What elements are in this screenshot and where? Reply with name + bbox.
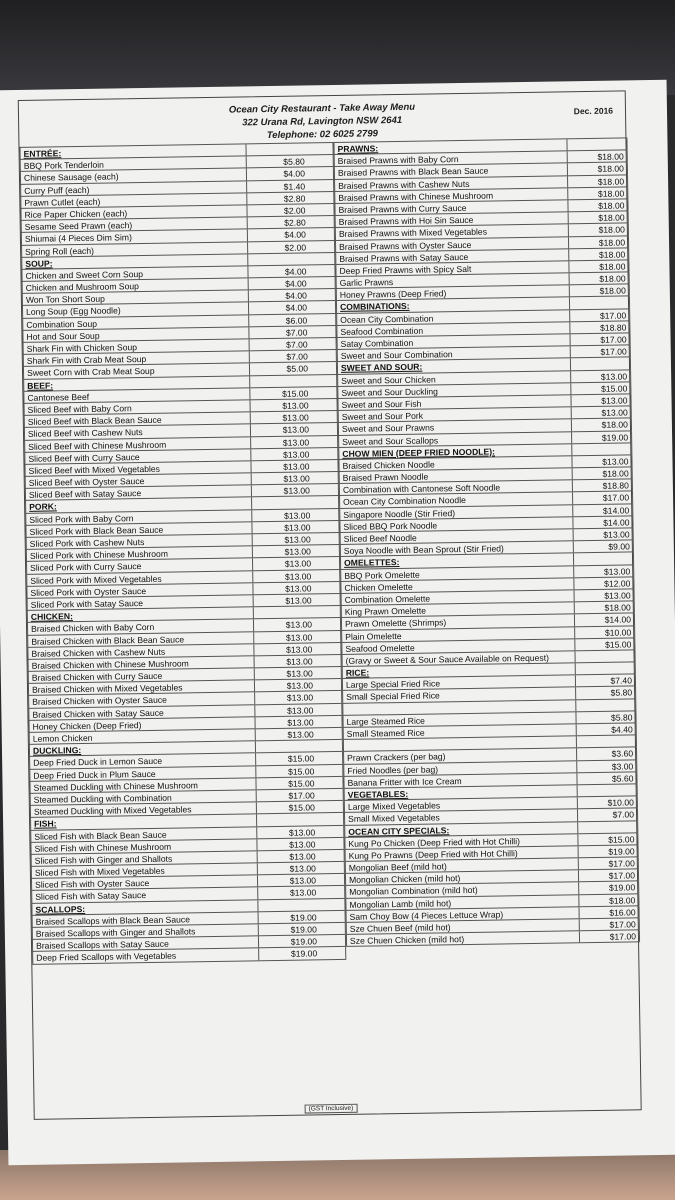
menu-item-price: $14.00 xyxy=(575,614,635,626)
menu-item-price: $13.00 xyxy=(253,533,340,546)
menu-item-name: King Prawn Omelette xyxy=(342,602,575,617)
menu-item-price: $15.00 xyxy=(575,638,635,650)
menu-item-name: Soya Noodle with Bean Sprout (Stir Fried) xyxy=(341,541,574,556)
menu-item-price: $13.00 xyxy=(258,886,345,899)
section-title: ENTRÉE: xyxy=(21,144,247,159)
menu-item-name: Shark Fin with Chicken Soup xyxy=(24,339,250,354)
menu-item-name: Lemon Chicken xyxy=(30,729,256,744)
section-title: OMELETTES: xyxy=(341,554,574,569)
menu-item-name: Sliced BBQ Pork Noodle xyxy=(340,517,573,532)
menu-item-name: Seafood Combination xyxy=(337,322,570,337)
section-price-cell xyxy=(258,899,345,912)
menu-item-name: Ocean City Combination Noodle xyxy=(340,493,573,508)
menu-item-price: $13.00 xyxy=(250,399,337,412)
menu-item-name: Large Special Fried Rice xyxy=(343,676,576,691)
menu-item-price: $18.00 xyxy=(569,248,629,260)
menu-item-name: Small Steamed Rice xyxy=(344,724,577,739)
menu-item-name: Long Soup (Egg Noodle) xyxy=(23,303,249,318)
menu-item-name: Deep Fried Duck in Lemon Sauce xyxy=(30,754,256,769)
menu-item-name: Deep Fried Duck in Plum Sauce xyxy=(30,766,256,781)
menu-item-price: $13.00 xyxy=(258,862,345,875)
menu-item-name: Cantonese Beef xyxy=(24,388,250,403)
menu-item-name: Braised Prawns with Satay Sauce xyxy=(336,249,569,264)
section-title: OCEAN CITY SPECIALS: xyxy=(345,822,578,837)
menu-item-name: Ocean City Combination xyxy=(337,310,570,325)
menu-item-name: Sliced Fish with Black Bean Sauce xyxy=(31,827,257,842)
menu-item-price: $4.40 xyxy=(577,723,637,735)
menu-item-name: Prawn Crackers (per bag) xyxy=(344,749,577,764)
menu-item-name: Sliced Beef Noodle xyxy=(341,529,574,544)
restaurant-title: Ocean City Restaurant - Take Away Menu xyxy=(228,101,416,116)
menu-item-price: $5.80 xyxy=(576,687,636,699)
menu-item-name: Sliced Pork with Chinese Mushroom xyxy=(27,547,253,562)
restaurant-phone: Telephone: 02 6025 2799 xyxy=(266,128,378,142)
menu-item-price: $13.00 xyxy=(257,825,344,838)
menu-item-price: $3.60 xyxy=(577,748,637,760)
menu-item-name: Spring Roll (each) xyxy=(22,242,248,257)
menu-item-price: $14.00 xyxy=(573,516,633,528)
menu-item-price: $17.00 xyxy=(573,492,633,504)
menu-item-price: $13.00 xyxy=(572,406,632,418)
menu-item-price: $13.00 xyxy=(253,570,340,583)
menu-item-name: Braised Scallops with Black Bean Sauce xyxy=(33,912,259,927)
menu-item-name: Sesame Seed Prawn (each) xyxy=(22,217,248,232)
menu-item-name: Combination Omelette xyxy=(342,590,575,605)
menu-item-name: Kung Po Chicken (Deep Fried with Hot Chilli) xyxy=(345,834,578,849)
menu-item-price: $18.00 xyxy=(573,467,633,479)
gst-note: (GST Inclusive) xyxy=(305,1104,358,1114)
menu-item-name: Sliced Beef with Baby Corn xyxy=(25,400,251,415)
menu-item-price: $13.00 xyxy=(255,704,342,717)
menu-item-price xyxy=(576,699,636,711)
menu-item-name: Banana Fritter with Ice Cream xyxy=(344,773,577,788)
menu-item-price: $13.00 xyxy=(251,460,338,473)
menu-item-name: Sliced Pork with Oyster Sauce xyxy=(27,583,253,598)
menu-item-name: Sliced Fish with Ginger and Shallots xyxy=(32,851,258,866)
menu-item-name: Sliced Beef with Mixed Vegetables xyxy=(25,461,251,476)
menu-item-price: $13.00 xyxy=(574,528,634,540)
right-column xyxy=(333,137,640,947)
menu-item-name: Sze Chuen Beef (mild hot) xyxy=(347,919,580,934)
section-title: BEEF: xyxy=(24,376,250,391)
menu-item-name: Sliced Beef with Satay Sauce xyxy=(26,486,252,501)
menu-item-price xyxy=(575,650,635,662)
menu-item-name: Braised Scallops with Satay Sauce xyxy=(33,936,259,951)
menu-item-price: $18.00 xyxy=(570,285,630,297)
menu-item-price: $9.00 xyxy=(574,541,634,553)
menu-item-name: Hot and Sour Soup xyxy=(23,327,249,342)
menu-item-price: $4.00 xyxy=(249,301,336,314)
menu-item-price: $13.00 xyxy=(255,655,342,668)
menu-item-price xyxy=(577,736,637,748)
menu-item-price: $13.00 xyxy=(575,589,635,601)
menu-item-price: $13.00 xyxy=(571,370,631,382)
menu-item-name: Sliced Pork with Cashew Nuts xyxy=(27,534,253,549)
section-title: PRAWNS: xyxy=(334,139,567,154)
menu-paper xyxy=(0,80,675,1165)
menu-item-price: $19.00 xyxy=(259,923,346,936)
menu-item-name: Steamed Duckling with Chinese Mushroom xyxy=(30,778,256,793)
section-price-cell xyxy=(570,297,630,309)
menu-item-price: $19.00 xyxy=(259,947,346,960)
menu-item-name: Sliced Beef with Oyster Sauce xyxy=(26,473,252,488)
section-price-cell xyxy=(246,143,333,156)
menu-item-name: Rice Paper Chicken (each) xyxy=(21,205,247,220)
menu-item-price: $5.80 xyxy=(247,155,334,168)
menu-item-name: Kung Po Prawns (Deep Fried with Hot Chilli) xyxy=(346,846,579,861)
menu-item-price: $16.00 xyxy=(579,906,639,918)
section-title: CHICKEN: xyxy=(28,607,254,622)
menu-item-price: $6.00 xyxy=(249,314,336,327)
menu-item-price: $4.00 xyxy=(247,167,334,180)
menu-item-name: Sliced Pork with Curry Sauce xyxy=(27,559,253,574)
section-price-cell xyxy=(248,253,335,266)
menu-item-name: Deep Fried Scallops with Vegetables xyxy=(33,949,259,964)
menu-item-price: $10.00 xyxy=(575,626,635,638)
section-price-cell xyxy=(576,662,636,674)
menu-item-name: Braised Chicken with Chinese Mushroom xyxy=(29,656,255,671)
menu-item-price: $4.00 xyxy=(248,228,335,241)
menu-item-price: $18.80 xyxy=(573,480,633,492)
menu-item-price: $13.00 xyxy=(255,679,342,692)
menu-item-price: $13.00 xyxy=(258,874,345,887)
menu-item-name: Braised Chicken with Mixed Vegetables xyxy=(29,681,255,696)
menu-item-price: $2.00 xyxy=(247,204,334,217)
menu-item-price: $19.00 xyxy=(259,911,346,924)
menu-item-price: $18.00 xyxy=(569,260,629,272)
menu-item-name: Sweet and Sour Pork xyxy=(339,407,572,422)
menu-item-name: Sliced Fish with Chinese Mushroom xyxy=(31,839,257,854)
menu-item-name: Sliced Beef with Chinese Mushroom xyxy=(25,437,251,452)
menu-item-price: $2.80 xyxy=(247,192,334,205)
section-price-cell xyxy=(254,606,341,619)
menu-item-name: Braised Prawns with Cashew Nuts xyxy=(335,176,568,191)
menu-item-price: $4.00 xyxy=(248,265,335,278)
menu-item-name: Sweet and Sour Scallops xyxy=(339,432,572,447)
menu-item-price: $13.00 xyxy=(253,582,340,595)
menu-item-price: $2.80 xyxy=(248,216,335,229)
menu-item-name: Prawn Cutlet (each) xyxy=(21,193,247,208)
menu-item-price: $18.00 xyxy=(569,236,629,248)
menu-item-name: Braised Prawns with Mixed Vegetables xyxy=(336,225,569,240)
menu-item-price: $13.00 xyxy=(255,716,342,729)
section-title: CHOW MIEN (DEEP FRIED NOODLE): xyxy=(339,444,572,459)
menu-item-price: $18.00 xyxy=(579,894,639,906)
menu-item-name: Chicken and Sweet Corn Soup xyxy=(22,266,248,281)
menu-item-price: $18.00 xyxy=(570,272,630,284)
section-title: SCALLOPS: xyxy=(32,900,258,915)
menu-item-name: Sweet and Sour Duckling xyxy=(338,383,571,398)
menu-item-name: Mongolian Lamb (mild hot) xyxy=(346,895,579,910)
menu-item-name: Sze Chuen Chicken (mild hot) xyxy=(347,931,580,946)
menu-item-name: Sweet and Sour Chicken xyxy=(338,371,571,386)
menu-item-name: Honey Prawns (Deep Fried) xyxy=(337,286,570,301)
menu-item-price: $17.00 xyxy=(579,870,639,882)
menu-item-name: Steamed Duckling with Mixed Vegetables xyxy=(31,802,257,817)
menu-item-price: $17.00 xyxy=(580,930,640,942)
menu-item-name: Chicken Omelette xyxy=(341,578,574,593)
menu-item-name: Curry Puff (each) xyxy=(21,181,247,196)
section-price-cell xyxy=(257,813,344,826)
menu-item-price: $18.00 xyxy=(569,212,629,224)
menu-item-name: Honey Chicken (Deep Fried) xyxy=(30,717,256,732)
menu-item-name: Braised Prawn Noodle xyxy=(340,468,573,483)
menu-item-name: Mongolian Chicken (mild hot) xyxy=(346,870,579,885)
menu-item-name: Garlic Prawns xyxy=(337,273,570,288)
menu-item-name: Won Ton Short Soup xyxy=(23,291,249,306)
menu-item-price: $1.40 xyxy=(247,180,334,193)
menu-item-name: Sweet Corn with Crab Meat Soup xyxy=(24,364,250,379)
menu-item-price: $13.00 xyxy=(571,394,631,406)
menu-item-name: Sliced Pork with Mixed Vegetables xyxy=(27,571,253,586)
menu-item-name: Singapore Noodle (Stir Fried) xyxy=(340,505,573,520)
menu-date: Dec. 2016 xyxy=(573,105,614,117)
menu-item-price: $18.00 xyxy=(568,199,628,211)
restaurant-address: 322 Urana Rd, Lavington NSW 2641 xyxy=(242,114,403,129)
section-price-cell xyxy=(252,496,339,509)
section-title: RICE: xyxy=(343,663,576,678)
section-price-cell xyxy=(571,358,631,370)
menu-item-name: Sliced Fish with Oyster Sauce xyxy=(32,876,258,891)
menu-item-price: $7.00 xyxy=(250,350,337,363)
menu-item-price: $13.00 xyxy=(251,411,338,424)
menu-item-name: Chicken and Mushroom Soup xyxy=(23,278,249,293)
menu-item-price: $5.60 xyxy=(577,772,637,784)
menu-item-name: Sweet and Sour Prawns xyxy=(339,420,572,435)
menu-item-price: $19.00 xyxy=(259,935,346,948)
menu-item-name: Braised Chicken Noodle xyxy=(339,456,572,471)
menu-item-name: Sliced Beef with Cashew Nuts xyxy=(25,425,251,440)
menu-item-name: Deep Fried Prawns with Spicy Salt xyxy=(336,261,569,276)
menu-item-name: Braised Chicken with Oyster Sauce xyxy=(29,693,255,708)
menu-item-price: $13.00 xyxy=(253,545,340,558)
menu-item-name: BBQ Pork Omelette xyxy=(341,566,574,581)
menu-item-price: $18.80 xyxy=(570,321,630,333)
menu-item-name: Large Mixed Vegetables xyxy=(345,797,578,812)
menu-item-price: $7.00 xyxy=(578,809,638,821)
menu-item-price: $17.00 xyxy=(571,333,631,345)
menu-item-name: Sliced Beef with Curry Sauce xyxy=(25,449,251,464)
menu-item-name: Small Special Fried Rice xyxy=(343,688,576,703)
menu-item-name: Sliced Fish with Satay Sauce xyxy=(32,888,258,903)
menu-item-name: Mongolian Beef (mild hot) xyxy=(346,858,579,873)
menu-item-price: $14.00 xyxy=(573,504,633,516)
section-title: COMBINATIONS: xyxy=(337,298,570,313)
section-title: SWEET AND SOUR: xyxy=(338,359,571,374)
menu-item-price: $13.00 xyxy=(257,838,344,851)
menu-item-price: $13.00 xyxy=(252,509,339,522)
menu-item-price: $17.00 xyxy=(579,857,639,869)
menu-item-price: $13.00 xyxy=(251,423,338,436)
section-title: VEGETABLES: xyxy=(345,785,578,800)
menu-item-price: $18.00 xyxy=(568,175,628,187)
menu-item-price: $17.00 xyxy=(571,346,631,358)
menu-item-price: $17.00 xyxy=(580,918,640,930)
menu-item-name: Braised Prawns with Black Bean Sauce xyxy=(335,164,568,179)
menu-item-price: $18.00 xyxy=(575,601,635,613)
menu-item-price: $7.00 xyxy=(249,326,336,339)
section-price-cell xyxy=(572,443,632,455)
menu-item-name: Plain Omelette xyxy=(342,627,575,642)
menu-item-price: $17.00 xyxy=(570,309,630,321)
menu-item-name: Sliced Pork with Black Bean Sauce xyxy=(26,522,252,537)
section-title: SOUP: xyxy=(22,254,248,269)
menu-item-name: Braised Prawns with Baby Corn xyxy=(335,152,568,167)
menu-item-price: $13.00 xyxy=(574,565,634,577)
menu-item-price: $18.00 xyxy=(568,163,628,175)
menu-item-price: $13.00 xyxy=(255,667,342,680)
menu-item-name: (Gravy or Sweet & Sour Sauce Available on Request) xyxy=(343,651,576,666)
menu-item-name: Sliced Beef with Black Bean Sauce xyxy=(25,412,251,427)
menu-item-price: $2.00 xyxy=(248,240,335,253)
menu-item-price: $10.00 xyxy=(578,796,638,808)
menu-item-name: BBQ Pork Tenderloin xyxy=(21,157,247,172)
menu-item-price: $15.00 xyxy=(256,752,343,765)
section-title: PORK: xyxy=(26,498,252,513)
menu-item-price: $13.00 xyxy=(256,728,343,741)
section-title: FISH: xyxy=(31,815,257,830)
menu-item-name: Large Steamed Rice xyxy=(343,712,576,727)
left-column xyxy=(19,142,346,964)
menu-item-price: $18.00 xyxy=(569,224,629,236)
menu-item-price: $13.00 xyxy=(252,484,339,497)
menu-item-name: Satay Combination xyxy=(338,334,571,349)
menu-item-price: $17.00 xyxy=(257,789,344,802)
section-price-cell xyxy=(567,138,627,150)
menu-item-price: $13.00 xyxy=(254,594,341,607)
menu-item-price: $13.00 xyxy=(252,521,339,534)
menu-item-name: Fried Noodles (per bag) xyxy=(344,761,577,776)
menu-item-name: Sweet and Sour Combination xyxy=(338,346,571,361)
menu-item-name: Combination with Cantonese Soft Noodle xyxy=(340,481,573,496)
menu-item-name: Braised Chicken with Curry Sauce xyxy=(29,668,255,683)
menu-item-price: $13.00 xyxy=(251,448,338,461)
menu-item-price: $5.00 xyxy=(250,362,337,375)
menu-item-name: Combination Soup xyxy=(23,315,249,330)
section-price-cell xyxy=(578,784,638,796)
menu-item-price: $4.00 xyxy=(249,289,336,302)
menu-item-price: $13.00 xyxy=(252,472,339,485)
menu-item-price: $3.00 xyxy=(577,760,637,772)
menu-item-name: Braised Chicken with Baby Corn xyxy=(28,620,254,635)
section-price-cell xyxy=(578,821,638,833)
menu-item-price: $15.00 xyxy=(250,387,337,400)
menu-item-name: Braised Chicken with Black Bean Sauce xyxy=(28,632,254,647)
menu-item-name: Sam Choy Bow (4 Pieces Lettuce Wrap) xyxy=(347,907,580,922)
menu-item-name: Prawn Omelette (Shrimps) xyxy=(342,615,575,630)
menu-item-price: $4.00 xyxy=(249,277,336,290)
menu-item-price: $7.40 xyxy=(576,675,636,687)
menu-item-price: $15.00 xyxy=(256,777,343,790)
menu-item-price: $13.00 xyxy=(255,691,342,704)
menu-item-name: Braised Chicken with Satay Sauce xyxy=(29,705,255,720)
menu-item-price: $15.00 xyxy=(257,801,344,814)
menu-item-name: Chinese Sausage (each) xyxy=(21,169,247,184)
menu-item-price: $13.00 xyxy=(254,618,341,631)
menu-item-name: Sweet and Sour Fish xyxy=(338,395,571,410)
menu-item-name: Braised Prawns with Oyster Sauce xyxy=(336,237,569,252)
menu-item-price: $18.00 xyxy=(568,187,628,199)
menu-item-price: $15.00 xyxy=(256,764,343,777)
menu-item-name: Braised Prawns with Hoi Sin Sauce xyxy=(336,212,569,227)
menu-item-name: Small Mixed Vegetables xyxy=(345,810,578,825)
menu-item-price: $13.00 xyxy=(572,455,632,467)
menu-item-name: Sliced Pork with Baby Corn xyxy=(26,510,252,525)
section-price-cell xyxy=(250,375,337,388)
menu-item-name: Mongolian Combination (mild hot) xyxy=(346,883,579,898)
menu-item-name: Shark Fin with Crab Meat Soup xyxy=(24,352,250,367)
menu-sheet xyxy=(18,90,642,1119)
menu-item-price: $19.00 xyxy=(572,431,632,443)
section-price-cell xyxy=(574,553,634,565)
menu-item-price: $13.00 xyxy=(258,850,345,863)
menu-item-name: Sliced Fish with Mixed Vegetables xyxy=(32,863,258,878)
menu-item-price: $12.00 xyxy=(574,577,634,589)
menu-item-price: $19.00 xyxy=(579,845,639,857)
menu-item-name: Braised Chicken with Cashew Nuts xyxy=(28,644,254,659)
menu-item-name: Steamed Duckling with Combination xyxy=(31,790,257,805)
menu-item-price: $13.00 xyxy=(251,435,338,448)
menu-item-price: $13.00 xyxy=(254,643,341,656)
menu-item-price: $7.00 xyxy=(250,338,337,351)
menu-item-name: Braised Scallops with Ginger and Shallots xyxy=(33,924,259,939)
menu-item-price: $18.00 xyxy=(568,151,628,163)
menu-item-name: Sliced Pork with Satay Sauce xyxy=(28,595,254,610)
menu-item-price: $15.00 xyxy=(571,382,631,394)
menu-item-price: $18.00 xyxy=(572,419,632,431)
menu-item-price: $5.80 xyxy=(576,711,636,723)
menu-item-name: Seafood Omelette xyxy=(342,639,575,654)
menu-item-name: Braised Prawns with Curry Sauce xyxy=(335,200,568,215)
menu-item-price: $13.00 xyxy=(253,557,340,570)
menu-item-price: $13.00 xyxy=(254,630,341,643)
menu-item-price: $15.00 xyxy=(578,833,638,845)
menu-item-name: Shiumai (4 Pieces Dim Sim) xyxy=(22,230,248,245)
section-price-cell xyxy=(256,740,343,753)
menu-item-name: Braised Prawns with Chinese Mushroom xyxy=(335,188,568,203)
menu-item-price: $19.00 xyxy=(579,882,639,894)
section-title: DUCKLING: xyxy=(30,741,256,756)
